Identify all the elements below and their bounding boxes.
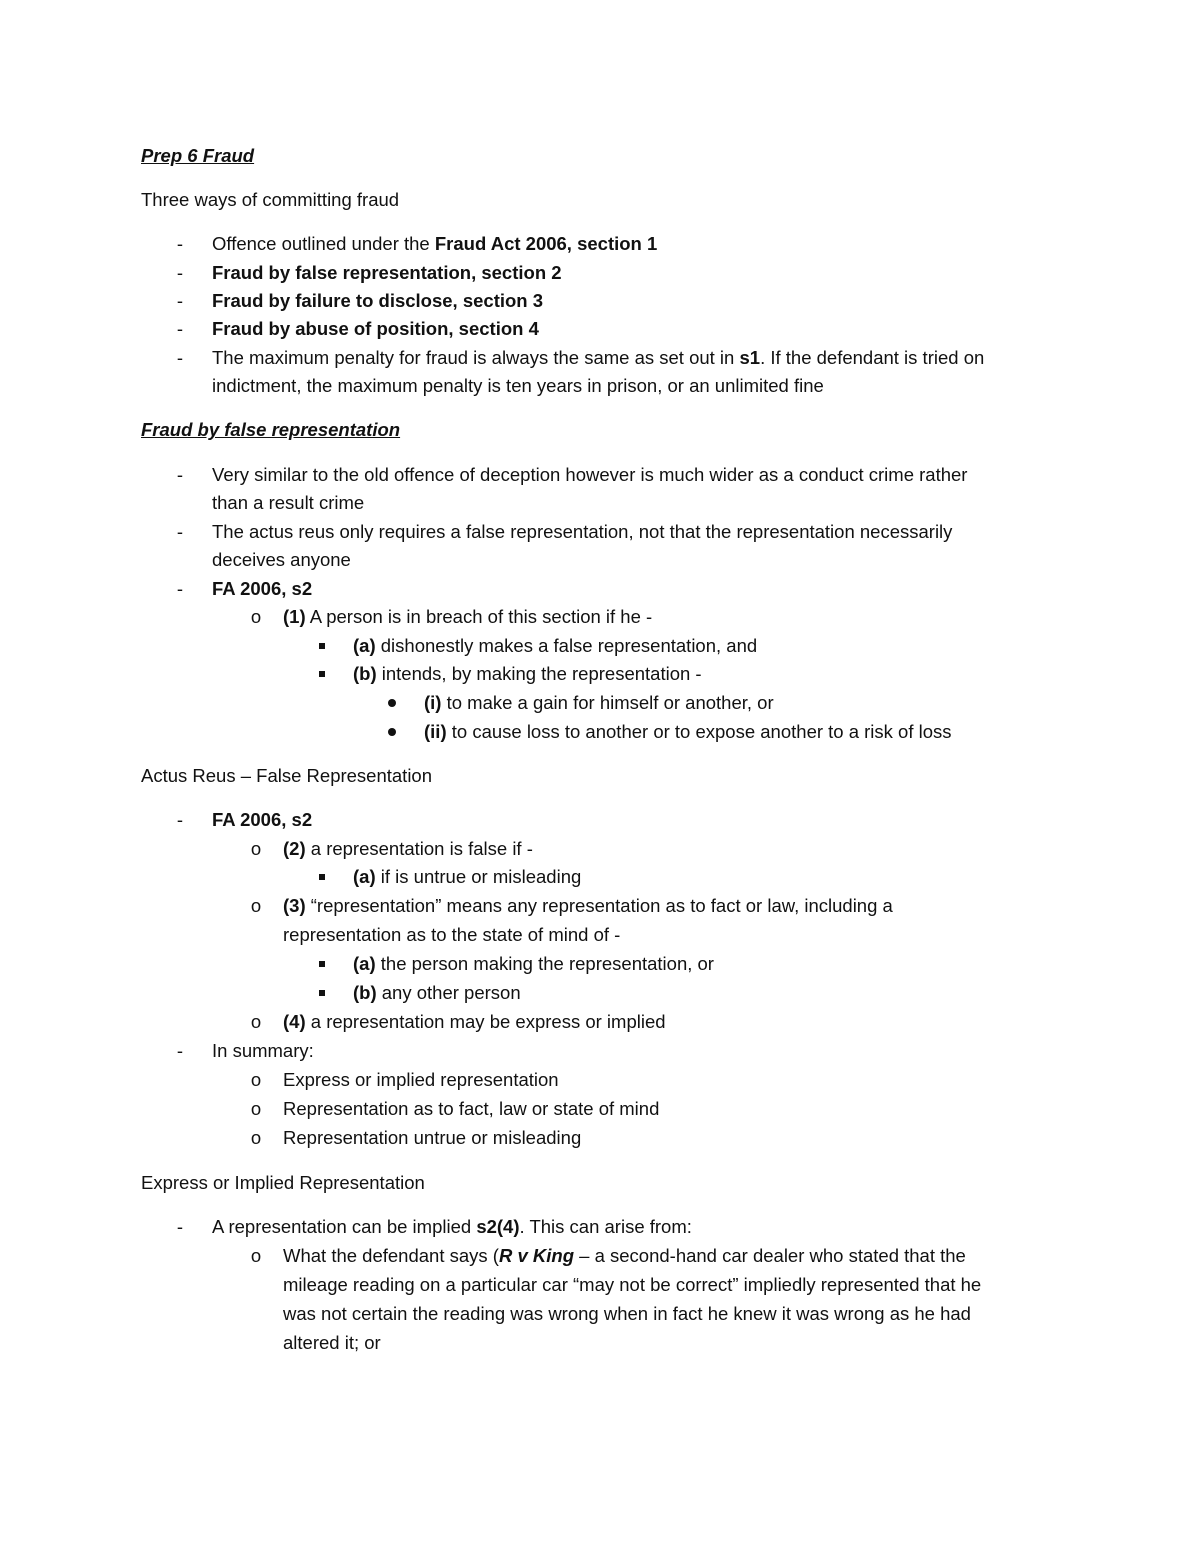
item-text: a representation may be express or implied bbox=[305, 1011, 666, 1032]
item-bold: (2) bbox=[283, 838, 306, 859]
sub-sub-item bbox=[353, 866, 581, 888]
dash-marker: - bbox=[176, 1040, 184, 1061]
list-item: In summary: bbox=[212, 1040, 314, 1061]
circle-marker: o bbox=[250, 838, 262, 859]
document-title: Prep 6 Fraud bbox=[141, 145, 255, 166]
sub-item-continuation: mileage reading on a particular car “may not be correct” impliedly represented that he bbox=[283, 1274, 982, 1295]
sub-sub-item bbox=[353, 663, 702, 685]
square-bullet-icon bbox=[310, 635, 334, 657]
list-item-continuation: than a result crime bbox=[212, 492, 365, 513]
item-text: – a second-hand car dealer who stated that the bbox=[574, 1245, 966, 1266]
dash-marker: - bbox=[176, 521, 184, 542]
list-item: FA 2006, s2 bbox=[212, 578, 313, 599]
dash-marker: - bbox=[176, 578, 184, 599]
list-item: Fraud by abuse of position, section 4 bbox=[212, 318, 539, 339]
sub-sub-sub-item bbox=[424, 692, 774, 714]
list-item bbox=[212, 233, 657, 255]
circle-marker: o bbox=[250, 1127, 262, 1148]
list-item-continuation: indictment, the maximum penalty is ten years in prison, or an unlimited fine bbox=[212, 375, 824, 396]
square-bullet-icon bbox=[310, 953, 334, 975]
item-bold: (i) bbox=[424, 692, 442, 713]
item-text: The maximum penalty for fraud is always the same as set out in bbox=[212, 347, 740, 368]
list-item bbox=[212, 1216, 692, 1238]
sub-item bbox=[283, 838, 533, 860]
item-bold: s1 bbox=[739, 347, 761, 368]
case-name: R v King bbox=[498, 1245, 574, 1266]
section-heading: Actus Reus – False Representation bbox=[141, 765, 433, 786]
circle-marker: o bbox=[250, 1098, 262, 1119]
item-text: dishonestly makes a false representation, and bbox=[375, 635, 758, 656]
item-text: if is untrue or misleading bbox=[375, 866, 582, 887]
dash-marker: - bbox=[176, 347, 184, 368]
item-text: Offence outlined under the bbox=[212, 233, 435, 254]
square-bullet-icon bbox=[310, 866, 334, 888]
sub-item bbox=[283, 895, 893, 917]
circle-marker: o bbox=[250, 1245, 262, 1266]
item-text: A representation can be implied bbox=[212, 1216, 477, 1237]
sub-sub-sub-item bbox=[424, 721, 952, 743]
sub-item: Representation untrue or misleading bbox=[283, 1127, 582, 1148]
dash-marker: - bbox=[176, 1216, 184, 1237]
list-item: FA 2006, s2 bbox=[212, 809, 313, 830]
sub-item: Representation as to fact, law or state of mind bbox=[283, 1098, 660, 1119]
item-bold: (a) bbox=[353, 635, 376, 656]
round-bullet-icon bbox=[380, 721, 404, 743]
item-text: any other person bbox=[376, 982, 521, 1003]
sub-item-continuation: altered it; or bbox=[283, 1332, 381, 1353]
sub-item-continuation: representation as to the state of mind of - bbox=[283, 924, 621, 945]
sub-sub-item bbox=[353, 635, 757, 657]
item-bold: (b) bbox=[353, 663, 377, 684]
sub-item bbox=[283, 606, 652, 628]
item-bold: (a) bbox=[353, 953, 376, 974]
round-bullet-icon bbox=[380, 692, 404, 714]
item-text: the person making the representation, or bbox=[375, 953, 714, 974]
intro-line: Three ways of committing fraud bbox=[141, 189, 400, 210]
square-bullet-icon bbox=[310, 982, 334, 1004]
item-text: to make a gain for himself or another, or bbox=[441, 692, 774, 713]
square-bullet-icon bbox=[310, 663, 334, 685]
item-text: . This can arise from: bbox=[519, 1216, 692, 1237]
list-item-continuation: deceives anyone bbox=[212, 549, 351, 570]
sub-sub-item bbox=[353, 953, 714, 975]
dash-marker: - bbox=[176, 262, 184, 283]
item-text: a representation is false if - bbox=[305, 838, 533, 859]
sub-item bbox=[283, 1245, 966, 1267]
item-text: “representation” means any representation as to fact or law, including a bbox=[305, 895, 893, 916]
circle-marker: o bbox=[250, 895, 262, 916]
sub-item: Express or implied representation bbox=[283, 1069, 559, 1090]
list-item: Very similar to the old offence of deception however is much wider as a conduct crime rather bbox=[212, 464, 968, 485]
list-item: The actus reus only requires a false representation, not that the representation necessarily bbox=[212, 521, 953, 542]
item-text: What the defendant says ( bbox=[283, 1245, 499, 1266]
sub-item-continuation: was not certain the reading was wrong when in fact he knew it was wrong as he had bbox=[283, 1303, 971, 1324]
circle-marker: o bbox=[250, 1069, 262, 1090]
item-text: . If the defendant is tried on bbox=[760, 347, 985, 368]
item-bold: (ii) bbox=[424, 721, 447, 742]
dash-marker: - bbox=[176, 290, 184, 311]
list-item: Fraud by false representation, section 2 bbox=[212, 262, 562, 283]
section-heading: Express or Implied Representation bbox=[141, 1172, 425, 1193]
dash-marker: - bbox=[176, 464, 184, 485]
list-item bbox=[212, 347, 984, 369]
item-bold: (3) bbox=[283, 895, 306, 916]
item-bold: Fraud Act 2006, section 1 bbox=[434, 233, 658, 254]
sub-sub-item bbox=[353, 982, 521, 1004]
dash-marker: - bbox=[176, 233, 184, 254]
item-bold: (b) bbox=[353, 982, 377, 1003]
section-heading: Fraud by false representation bbox=[141, 419, 401, 440]
item-text: to cause loss to another or to expose another to a risk of loss bbox=[446, 721, 952, 742]
dash-marker: - bbox=[176, 318, 184, 339]
dash-marker: - bbox=[176, 809, 184, 830]
circle-marker: o bbox=[250, 1011, 262, 1032]
item-bold: (4) bbox=[283, 1011, 306, 1032]
item-text: A person is in breach of this section if he - bbox=[305, 606, 653, 627]
list-item: Fraud by failure to disclose, section 3 bbox=[212, 290, 544, 311]
circle-marker: o bbox=[250, 606, 262, 627]
sub-item bbox=[283, 1011, 666, 1033]
item-text: intends, by making the representation - bbox=[376, 663, 702, 684]
item-bold: s2(4) bbox=[476, 1216, 520, 1237]
item-bold: (1) bbox=[283, 606, 306, 627]
item-bold: (a) bbox=[353, 866, 376, 887]
